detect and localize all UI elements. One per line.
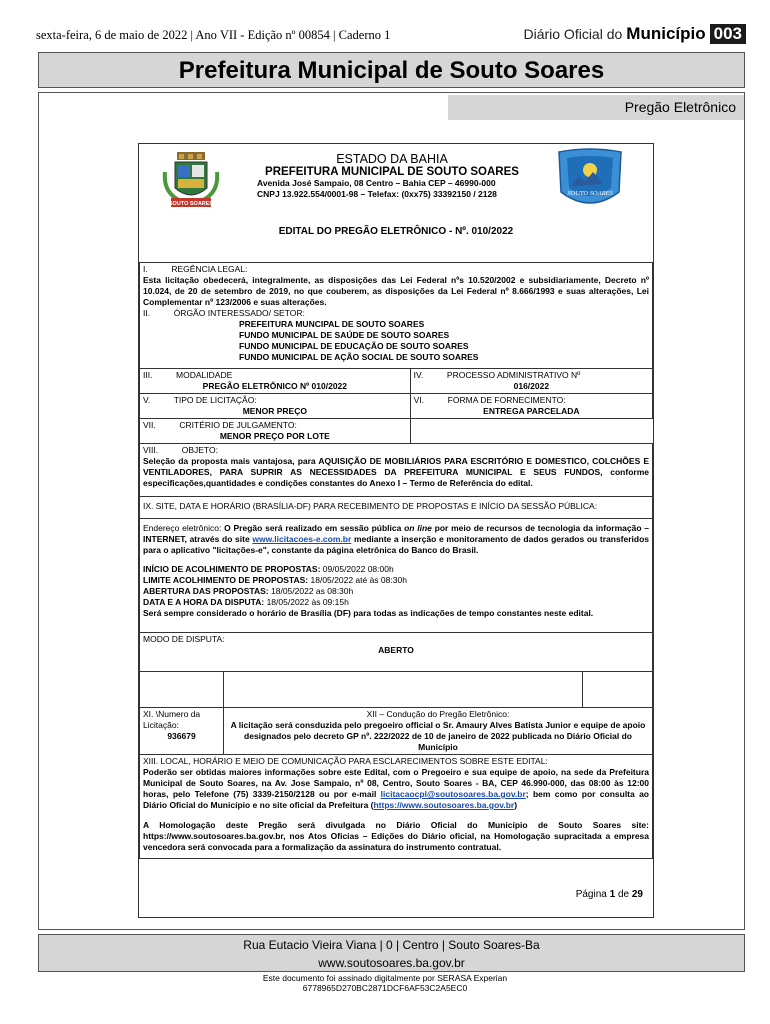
processo-cell <box>410 369 652 394</box>
masthead-diario: Diário Oficial do <box>523 26 623 42</box>
forma-value: ENTREGA PARCELADA <box>483 406 580 416</box>
masthead-municipio: Município <box>626 24 706 43</box>
orgao-item: FUNDO MUNICIPAL DE AÇÃO SOCIAL DE SOUTO SOARES <box>239 352 479 362</box>
cnpj-line: CNPJ 13.922.554/0001-98 – Telefax: (0xx75) 33392150 / 2128 <box>257 189 497 199</box>
site-label: IX. SITE, DATA E HORÁRIO (BRASÍLIA-DF) PARA RECEBIMENTO DE PROPOSTAS E INÍCIO DA SESSÃO PÚBLICA: <box>140 497 653 519</box>
endereco-text: O Pregão será realizado em sessão pública <box>224 523 402 533</box>
homologacao-text: A Homologação deste Pregão será divulgada no Diário Oficial do Município de Souto Soares site: https://www.soutosoares.ba.gov.br, nos Atos Oficias – Edições do Diário oficial, na Homologação supracitada a empresa vencedora será convocada para a formalização da assinatura do instrumento contratual. <box>143 820 649 852</box>
document-header <box>257 152 527 200</box>
municipal-seal-icon <box>553 148 627 212</box>
tipo-value: MENOR PREÇO <box>242 406 307 416</box>
masthead <box>523 24 746 44</box>
table-row <box>140 708 653 755</box>
modo-label: MODO DE DISPUTA: <box>143 634 225 644</box>
conducao-label: XII – Condução do Pregão Eletrônico: <box>366 709 510 719</box>
numero-label: XI. \Numero da Licitação: <box>143 709 201 730</box>
date-line: LIMITE ACOLHIMENTO DE PROPOSTAS: 18/05/2022 até às 08:30h <box>143 575 407 585</box>
edital-document <box>138 143 654 918</box>
licitacoes-link[interactable]: www.licitacoes-e.com.br <box>252 534 352 544</box>
content-frame <box>38 92 745 930</box>
digital-signature <box>0 973 770 993</box>
local-cell <box>140 755 653 859</box>
processo-value: 016/2022 <box>513 381 550 391</box>
signature-hash: 6778965D270BC2871DCF6AF53C2A5EC0 <box>302 983 468 993</box>
conducao-cell <box>224 708 653 755</box>
date-line: ABERTURA DAS PROPOSTAS: 18/05/2022 as 08:30h <box>143 586 354 596</box>
email-link[interactable]: licitacaocpl@soutosoares.ba.gov.br <box>380 789 526 799</box>
page-counter: Página 1 de 29 <box>575 889 643 900</box>
table-row <box>140 394 653 419</box>
edital-table <box>139 262 653 859</box>
regencia-cell <box>140 263 653 369</box>
prefeitura-label: PREFEITURA MUNICIPAL DE SOUTO SOARES <box>265 166 519 178</box>
table-row <box>140 369 653 394</box>
horario-note: Será sempre considerado o horário de Brasília (DF) para todas as indicações de tempo constantes neste edital. <box>143 608 594 618</box>
local-label: XIII. LOCAL, HORÁRIO E MEIO DE COMUNICAÇÃO PARA ESCLARECIMENTOS SOBRE ESTE EDITAL: <box>143 756 548 766</box>
objeto-cell <box>140 444 653 497</box>
table-row <box>140 519 653 633</box>
table-row <box>140 755 653 859</box>
endereco-online: on line <box>404 523 432 533</box>
local-paragraph: Poderão ser obtidas maiores informações sobre este Edital, com o Pregoeiro e sua equipe de apoio, na sede da Prefeitura Municipal de Souto Soares, na Av. Jose Sampaio, nº 08, Centro, Souto Soares - BA, CEP 46.990-000, das 08:00 às 12:00 horas, pelo Telefone (75) 3339-2150/2128 ou por e-mail licitacaocpl@soutosoares.ba.gov.br; bem como por consulta ao Diário Oficial do Município e no site oficial da Prefeitura (https://www.soutosoares.ba.gov.br) <box>143 767 649 810</box>
numero-cell <box>140 708 224 755</box>
objeto-text: Seleção da proposta mais vantajosa, para AQUISIÇÃO DE MOBILIÁRIOS PARA ESCRITÓRIO E DOMESTICO, COLCHÕES E VENTILADORES, PARA SUPRIR AS NECESSIDADES DA PREFEITURA MUNICIPAL E SEUS FUNDOS, conforme especificações,quantidades e condições constantes do Anexo I – Termo de Referência do edital. <box>143 456 649 488</box>
site-link[interactable]: https://www.soutosoares.ba.gov.br <box>373 800 515 810</box>
regencia-text: Esta licitação obedecerá, integralmente, as disposições das Lei Federal nºs 10.520/2002 e subsidiariamente, Decreto nº 10.024, de 20 de setembro de 2019, no que couberem, as disposições da Lei Federal nº 8.666/1993 e suas alterações, Lei Complementar nº 123/2006 e suas alterações. <box>143 275 649 307</box>
edition-line: sexta-feira, 6 de maio de 2022 | Ano VII - Edição nº 00854 | Caderno 1 <box>36 28 391 42</box>
endereco-text: por meio de recursos de tecnologia da informação – INTERNET, através do site <box>143 523 649 544</box>
section-label: Pregão Eletrônico <box>448 95 744 120</box>
conducao-text: A licitação será consduzida pelo pregoeiro official o Sr. Amaury Alves Batista Junior e equipe de apoio designados pelo decreto GP nº. 222/2022 de 10 de janeiro de 2022 publicada no Diário Oficial do Município <box>230 720 646 752</box>
endereco-paragraph <box>143 523 649 556</box>
endereco-prefix: Endereço eletrônico: <box>143 523 222 533</box>
criterio-label: VII. CRITÉRIO DE JULGAMENTO: <box>143 420 297 430</box>
processo-label: IV. PROCESSO ADMINISTRATIVO Nº <box>413 370 581 380</box>
objeto-label: VIII. OBJETO: <box>143 445 218 455</box>
table-row <box>140 497 653 519</box>
modo-value: ABERTO <box>378 645 414 655</box>
signature-line: Este documento foi assinado digitalmente por SERASA Experian <box>262 973 508 983</box>
orgao-item: FUNDO MUNICIPAL DE SAÚDE DE SOUTO SOARES <box>239 330 450 340</box>
logo-left-text: SOUTO SOARES <box>168 201 214 207</box>
tipo-label: V. TIPO DE LICITAÇÃO: <box>143 395 257 405</box>
criterio-cell <box>140 419 411 444</box>
table-row <box>140 419 653 444</box>
table-row <box>140 444 653 497</box>
edital-title: EDITAL DO PREGÃO ELETRÔNICO - Nº. 010/2022 <box>278 226 514 237</box>
criterio-value: MENOR PREÇO POR LOTE <box>219 431 330 441</box>
coat-of-arms-icon <box>161 152 221 212</box>
date-line: INÍCIO DE ACOLHIMENTO DE PROPOSTAS: 09/05/2022 08:00h <box>143 564 394 574</box>
page-number-badge: 003 <box>710 24 746 44</box>
orgao-label: II. ÓRGÃO INTERESSADO/ SETOR: <box>143 308 305 318</box>
date-line: DATA E A HORA DA DISPUTA: 18/05/2022 às 09:15h <box>143 597 349 607</box>
numero-value: 936679 <box>167 731 196 741</box>
footer <box>38 934 745 972</box>
endereco-cell <box>140 519 653 633</box>
table-row <box>140 263 653 369</box>
orgao-item: PREFEITURA MUNCIPAL DE SOUTO SOARES <box>239 319 425 329</box>
endereco-text: mediante a inserção e monitoramento de dados gerados ou transferidos para o aplicativo "licitações-e", constante da página eletrônica do Banco do Brasil. <box>143 534 650 555</box>
table-row <box>140 672 653 708</box>
modo-cell <box>140 633 653 672</box>
table-row <box>140 633 653 672</box>
modalidade-label: III. MODALIDADE <box>143 370 233 380</box>
regencia-label: I. REGÊNCIA LEGAL: <box>143 264 248 274</box>
orgao-item: FUNDO MUNICIPAL DE EDUCAÇÃO DE SOUTO SOARES <box>239 341 469 351</box>
footer-site[interactable]: www.soutosoares.ba.gov.br <box>318 956 465 970</box>
modalidade-cell <box>140 369 411 394</box>
forma-label: VI. FORMA DE FORNECIMENTO: <box>413 395 566 405</box>
estado-label: ESTADO DA BAHIA <box>336 152 448 166</box>
tipo-cell <box>140 394 411 419</box>
logo-right-text: SOUTO SOARES <box>567 190 613 197</box>
modalidade-value: PREGÃO ELETRÔNICO Nº 010/2022 <box>202 381 347 391</box>
page-title: Prefeitura Municipal de Souto Soares <box>38 52 745 88</box>
address-line: Avenida José Sampaio, 08 Centro – Bahia CEP – 46990-000 <box>257 178 496 188</box>
footer-address: Rua Eutacio Vieira Viana | 0 | Centro | Souto Soares-Ba <box>243 938 540 952</box>
forma-cell <box>410 394 652 419</box>
